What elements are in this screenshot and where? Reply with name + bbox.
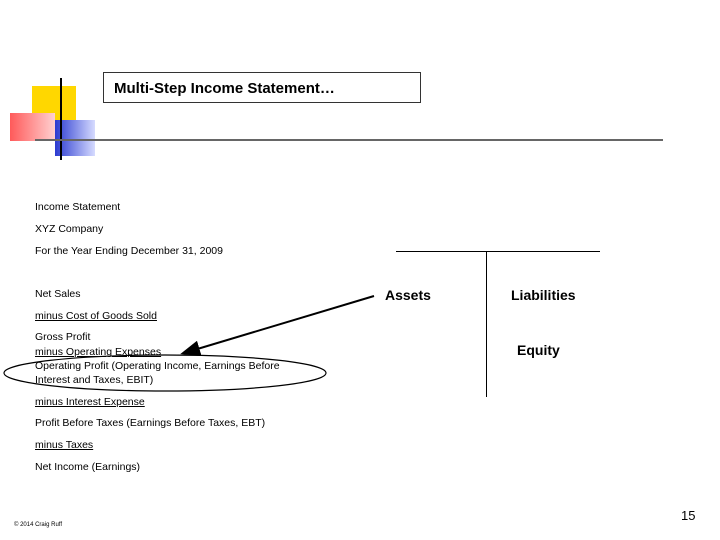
highlight-ellipse (4, 355, 326, 391)
line-net-sales: Net Sales (35, 288, 81, 300)
line-operating-expenses: minus Operating Expenses (35, 346, 162, 358)
line-operating-profit: Operating Profit (Operating Income, Earnings Before (35, 360, 280, 372)
line-net-income: Net Income (Earnings) (35, 461, 141, 473)
footer-copyright: © 2014 Craig Ruff (14, 522, 63, 528)
statement-heading: Income Statement (35, 201, 121, 213)
slide-title: Multi-Step Income Statement… (103, 72, 421, 103)
line-gross-profit: Gross Profit (35, 331, 91, 343)
pointer-arrow (184, 296, 374, 353)
t-account-liabilities: Liabilities (511, 287, 576, 303)
statement-company: XYZ Company (35, 223, 104, 235)
line-interest-expense: minus Interest Expense (35, 396, 145, 408)
line-profit-before-taxes: Profit Before Taxes (Earnings Before Taxes, EBT) (35, 417, 266, 429)
line-cogs: minus Cost of Goods Sold (35, 310, 157, 322)
t-account-equity: Equity (517, 342, 560, 358)
line-taxes: minus Taxes (35, 439, 94, 451)
t-account-assets: Assets (385, 287, 431, 303)
line-operating-profit-cont: Interest and Taxes, EBIT) (35, 374, 154, 386)
page-number: 15 (681, 508, 696, 523)
statement-period: For the Year Ending December 31, 2009 (35, 245, 223, 257)
